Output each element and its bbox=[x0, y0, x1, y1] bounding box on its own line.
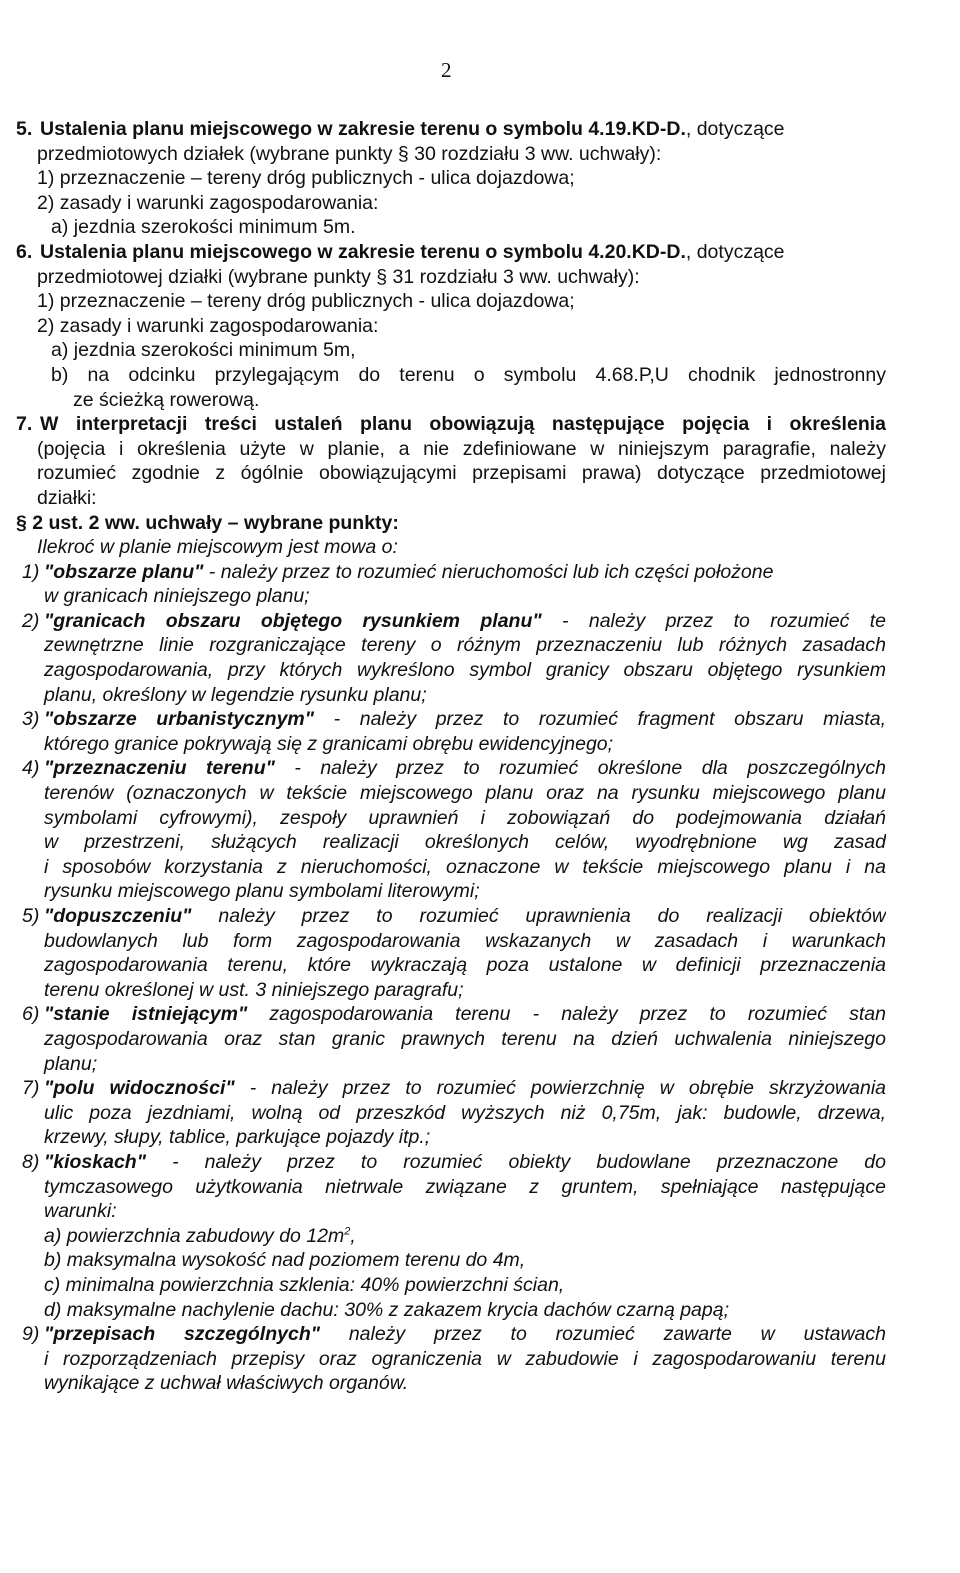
subitem-text: a) powierzchnia zabudowy do 12m bbox=[44, 1224, 345, 1247]
section-text: przedmiotowej działki (wybrane punkty § 31 rozdziału 3 ww. uchwały): bbox=[37, 265, 640, 288]
definition-text: symbolami cyfrowymi), zespoły uprawnień i zobowiązań do podejmowania działań bbox=[44, 806, 886, 829]
definition-text: i sposobów korzystania z nieruchomości, oznaczone w tekście miejscowego planu i na bbox=[44, 855, 886, 878]
definition-text: krzewy, słupy, tablice, parkujące pojazdy itp.; bbox=[44, 1126, 431, 1149]
definition-text: ulic poza jezdniami, wolną od przeszkód wyższych niż 0,75m, jak: budowle, drzewa, bbox=[44, 1101, 886, 1124]
definition-text: rysunku miejscowego planu symbolami literowymi; bbox=[44, 880, 480, 903]
section-6 bbox=[16, 240, 886, 412]
definition-term: "granicach obszaru objętego rysunkiem planu" bbox=[44, 609, 542, 632]
list-subitem: b) na odcinku przylegającym do terenu o symbolu 4.68.P,U chodnik jednostronny bbox=[51, 363, 886, 386]
definition-number: 5) bbox=[22, 905, 40, 927]
section-text: (pojęcia i określenia użyte w planie, a nie zdefiniowane w niniejszym paragrafie, należy bbox=[37, 437, 886, 460]
definition-text: zagospodarowania terenu, które wykraczają poza ustalone w definicji przeznaczenia bbox=[44, 954, 886, 977]
definition-text: - należy przez to rozumieć powierzchnię w obrębie skrzyżowania bbox=[234, 1077, 886, 1100]
definition-number: 1) bbox=[22, 560, 40, 583]
definition-1 bbox=[16, 560, 886, 609]
list-item: 2) zasady i warunki zagospodarowania: bbox=[37, 191, 379, 214]
definition-text: którego granice pokrywają się z granicami obrębu ewidencyjnego; bbox=[44, 732, 614, 755]
section-text: działki: bbox=[37, 486, 97, 509]
definition-text: wynikające z uchwał właściwych organów. bbox=[44, 1372, 409, 1395]
definition-text: warunki: bbox=[44, 1200, 117, 1223]
definition-subitem: b) maksymalna wysokość nad poziomem terenu do 4m, bbox=[44, 1249, 526, 1272]
subitem-end: , bbox=[350, 1224, 356, 1247]
definition-term: "polu widoczności" bbox=[44, 1077, 235, 1100]
definition-number: 8) bbox=[22, 1150, 40, 1173]
definition-number: 6) bbox=[22, 1003, 40, 1026]
definition-number: 7) bbox=[22, 1077, 40, 1100]
definition-text: zagospodarowania, przy których wykreślono symbol granicy obszaru objętego rysunkiem bbox=[44, 659, 886, 682]
definition-subitem: d) maksymalne nachylenie dachu: 30% z zakazem krycia dachów czarną papą; bbox=[44, 1298, 730, 1321]
definition-6 bbox=[16, 1002, 886, 1076]
definitions-intro: Ilekroć w planie miejscowym jest mowa o: bbox=[37, 536, 398, 559]
definition-text: należy przez to rozumieć uprawnienia do realizacji obiektów bbox=[191, 905, 886, 927]
definition-text: - należy przez to rozumieć obiekty budowlane przeznaczone do bbox=[145, 1150, 886, 1173]
section-heading-rest: , dotyczące bbox=[685, 240, 785, 263]
definition-term: "przepisach szczególnych" bbox=[44, 1323, 320, 1346]
definition-text: i rozporządzeniach przepisy oraz ograniczenia w zabudowie i zagospodarowaniu terenu bbox=[44, 1347, 886, 1370]
section-heading: Ustalenia planu miejscowego w zakresie terenu o symbolu 4.19.KD-D. bbox=[40, 118, 686, 140]
section-heading: Ustalenia planu miejscowego w zakresie terenu o symbolu 4.20.KD-D. bbox=[40, 240, 686, 263]
list-subitem: a) jezdnia szerokości minimum 5m, bbox=[51, 339, 356, 362]
section-text: przedmiotowych działek (wybrane punkty § 30 rozdziału 3 ww. uchwały): bbox=[37, 142, 662, 165]
definition-subitem: c) minimalna powierzchnia szklenia: 40% powierzchni ścian, bbox=[44, 1273, 565, 1296]
document-body bbox=[16, 117, 886, 1396]
section-5 bbox=[16, 117, 886, 240]
definition-8 bbox=[16, 1150, 886, 1322]
definition-text: budowlanych lub form zagospodarowania wskazanych w zasadach i warunkach bbox=[44, 929, 886, 952]
definition-text: - należy przez to rozumieć nieruchomości lub ich części położone bbox=[203, 560, 774, 583]
page-number: 2 bbox=[441, 58, 452, 82]
section-7 bbox=[16, 412, 886, 560]
definition-number: 2) bbox=[22, 609, 40, 632]
definition-4 bbox=[16, 756, 886, 904]
definition-9 bbox=[16, 1322, 886, 1396]
definition-term: "stanie istniejącym" bbox=[44, 1003, 248, 1026]
definitions-list bbox=[16, 560, 886, 1396]
definition-subitem bbox=[16, 1224, 886, 1249]
definition-text: planu, określony w legendzie rysunku planu; bbox=[44, 683, 427, 706]
definition-text: zewnętrzne linie rozgraniczające tereny o różnym przeznaczeniu lub różnych zasadach bbox=[44, 634, 886, 657]
definition-text: w przestrzeni, służących realizacji określonych celów, wyodrębnione wg zasad bbox=[44, 831, 886, 854]
definition-term: "obszarze planu" bbox=[44, 560, 204, 583]
section-number: 5. bbox=[16, 118, 33, 140]
definition-number: 3) bbox=[22, 708, 40, 731]
definition-text: - należy przez to rozumieć te bbox=[541, 609, 886, 632]
definition-text: planu; bbox=[44, 1052, 98, 1075]
list-subitem-cont: ze ścieżką rowerową. bbox=[73, 388, 260, 411]
definition-term: "kioskach" bbox=[44, 1150, 146, 1173]
definition-text: tymczasowego użytkowania nietrwale związane z gruntem, spełniające następujące bbox=[44, 1175, 886, 1198]
definition-3 bbox=[16, 707, 886, 756]
definition-text: w granicach niniejszego planu; bbox=[44, 585, 310, 608]
definition-term: "obszarze urbanistycznym" bbox=[44, 708, 315, 731]
section-number: 6. bbox=[16, 240, 33, 263]
definition-7 bbox=[16, 1076, 886, 1150]
subsection-heading: § 2 ust. 2 ww. uchwały – wybrane punkty: bbox=[16, 511, 399, 534]
definition-text: - należy przez to rozumieć fragment obszaru miasta, bbox=[314, 708, 886, 731]
definition-number: 9) bbox=[22, 1323, 40, 1346]
definition-text: terenu określonej w ust. 3 niniejszego paragrafu; bbox=[44, 978, 464, 1001]
definition-text: zagospodarowania oraz stan granic prawnych terenu na dzień uchwalenia niniejszego bbox=[44, 1027, 886, 1050]
definition-text: zagospodarowania terenu - należy przez to rozumieć stan bbox=[247, 1003, 886, 1026]
definition-term: "przeznaczeniu terenu" bbox=[44, 757, 275, 780]
definition-text: - należy przez to rozumieć określone dla poszczególnych bbox=[274, 757, 886, 780]
section-text: rozumieć zgodnie z ógólnie obowiązującymi przepisami prawa) dotyczące przedmiotowej bbox=[37, 462, 886, 485]
definition-number: 4) bbox=[22, 757, 40, 780]
definition-text: terenów (oznaczonych w tekście miejscowego planu oraz na rysunku miejscowego planu bbox=[44, 782, 886, 805]
definition-term: "dopuszczeniu" bbox=[44, 905, 192, 927]
list-subitem: a) jezdnia szerokości minimum 5m. bbox=[51, 216, 356, 239]
section-heading: W interpretacji treści ustaleń planu obowiązują następujące pojęcia i określenia bbox=[40, 413, 886, 436]
list-item: 2) zasady i warunki zagospodarowania: bbox=[37, 314, 379, 337]
definition-5 bbox=[16, 904, 886, 1002]
definition-2 bbox=[16, 609, 886, 707]
superscript: 2 bbox=[344, 1225, 351, 1238]
list-item: 1) przeznaczenie – tereny dróg publicznych - ulica dojazdowa; bbox=[37, 167, 575, 190]
section-number: 7. bbox=[16, 413, 33, 436]
definition-text: należy przez to rozumieć zawarte w ustawach bbox=[319, 1323, 886, 1346]
list-item: 1) przeznaczenie – tereny dróg publicznych - ulica dojazdowa; bbox=[37, 290, 575, 313]
section-heading-rest: , dotyczące bbox=[685, 118, 785, 140]
